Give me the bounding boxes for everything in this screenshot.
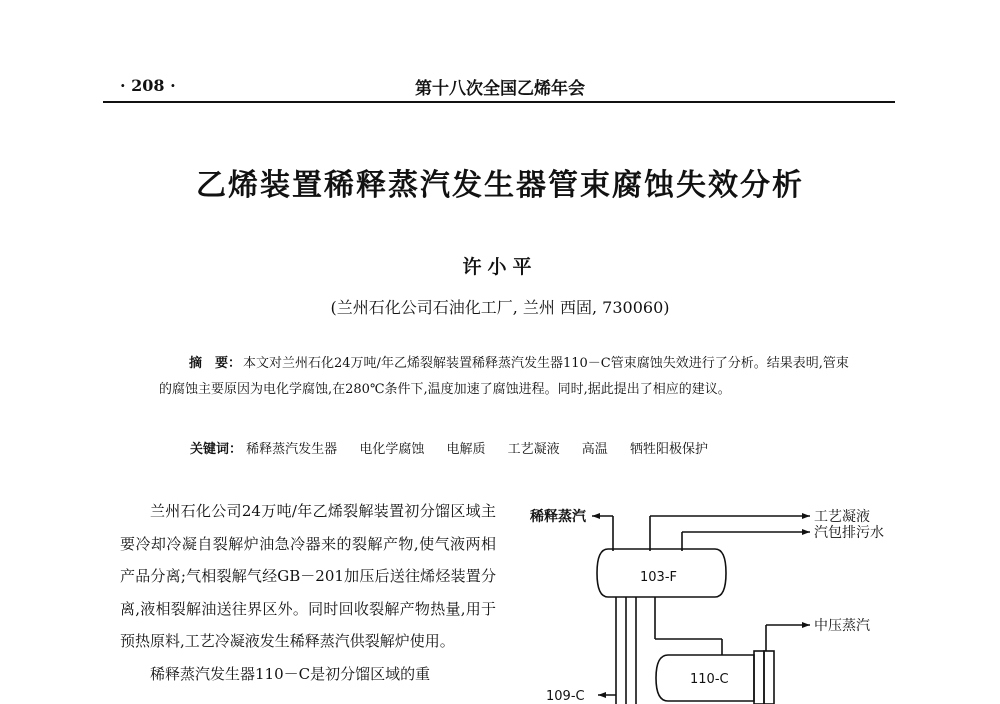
abstract-text: 本文对兰州石化24万吨/年乙烯裂解装置稀释蒸汽发生器110－C管束腐蚀失效进行了分析。结果表明,管束的腐蚀主要原因为电化学腐蚀,在280℃条件下,温度加速了腐蚀进程。同时,据此提出了相应的建议。 xyxy=(159,356,849,397)
label-mp-steam: 中压蒸汽 xyxy=(814,618,870,634)
body-text xyxy=(120,495,496,691)
page-number: · 208 · xyxy=(120,76,176,95)
label-exchanger: 110-C xyxy=(690,672,729,687)
keyword: 电化学腐蚀 xyxy=(359,442,425,457)
paper-title: 乙烯装置稀释蒸汽发生器管束腐蚀失效分析 xyxy=(196,168,804,203)
body-paragraph: 稀释蒸汽发生器110－C是初分馏区域的重 xyxy=(150,664,431,683)
keyword: 电解质 xyxy=(446,442,486,457)
header-rule xyxy=(103,101,895,103)
keyword: 稀释蒸汽发生器 xyxy=(246,442,338,457)
author: 许小平 xyxy=(462,256,538,278)
abstract xyxy=(159,351,849,403)
label-drum: 103-F xyxy=(640,570,677,585)
keywords-label: 关键词： xyxy=(190,442,243,457)
exchanger-channel-2 xyxy=(764,651,774,704)
arrow-109c xyxy=(598,692,606,698)
keywords xyxy=(190,438,870,457)
keyword: 牺牲阳极保护 xyxy=(629,442,708,457)
label-109c: 109-C xyxy=(546,689,585,704)
keyword: 高温 xyxy=(581,442,608,457)
process-diagram-svg xyxy=(510,495,1000,704)
exchanger-channel xyxy=(754,651,764,704)
body-paragraph: 兰州石化公司24万吨/年乙烯裂解装置初分馏区域主要冷却冷凝自裂解炉油急冷器来的裂解产物,使气液两相产品分离;气相裂解气经GB－201加压后送往烯烃装置分离,液相裂解油送往界区外。同时回收裂解产物热量,用于预热原料,工艺冷凝液发生稀释蒸汽供裂解炉使用。 xyxy=(120,502,496,651)
label-condensate: 工艺凝液 xyxy=(814,509,870,525)
keyword: 工艺凝液 xyxy=(507,442,560,457)
page-header xyxy=(0,0,1000,104)
arrow-blowdown xyxy=(802,529,810,535)
arrow-dilution-steam xyxy=(592,513,600,519)
arrow-condensate xyxy=(802,513,810,519)
process-diagram xyxy=(510,495,1000,704)
arrow-mp-steam xyxy=(802,622,810,628)
running-title: 第十八次全国乙烯年会 xyxy=(415,79,585,99)
affiliation: (兰州石化公司石油化工厂, 兰州 西固, 730060) xyxy=(330,298,670,317)
abstract-label: 摘 要： xyxy=(189,356,242,371)
label-dilution-steam: 稀释蒸汽 xyxy=(530,509,586,525)
label-blowdown: 汽包排污水 xyxy=(814,525,884,541)
